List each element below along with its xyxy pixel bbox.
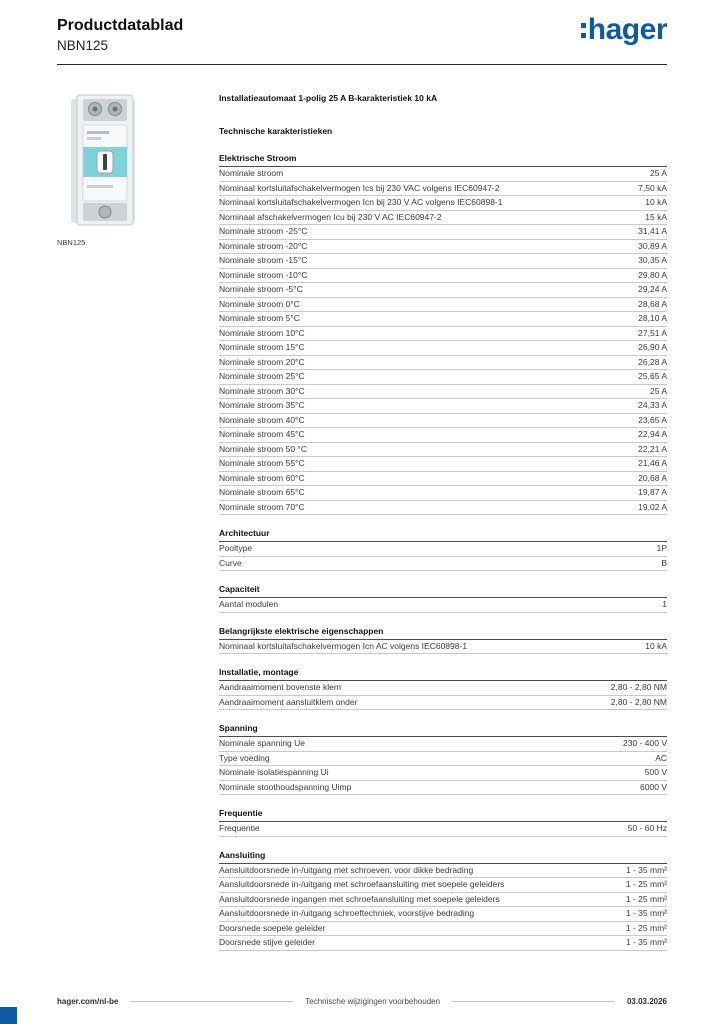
spec-sections xyxy=(219,153,667,951)
spec-row xyxy=(219,598,667,613)
spec-label: Doorsnede stijve geleider xyxy=(219,937,315,948)
spec-section xyxy=(219,626,667,655)
product-image-caption: NBN125 xyxy=(57,238,86,248)
spec-label: Nominale stroom 25°C xyxy=(219,371,305,382)
spec-label: Nominale isolatiespanning Ui xyxy=(219,767,329,778)
spec-label: Aansluitdoorsnede in-/uitgang schroeftechniek, voorstijve bedrading xyxy=(219,908,475,919)
spec-row xyxy=(219,196,667,211)
spec-value: 22,21 A xyxy=(638,443,667,454)
header xyxy=(57,13,667,54)
spec-value: 1 - 25 mm² xyxy=(625,922,667,933)
spec-row xyxy=(219,399,667,414)
spec-row xyxy=(219,681,667,696)
spec-label: Nominaal kortsluitafschakelvermogen Icn AC volgens IEC60898-1 xyxy=(219,640,468,651)
spec-value: 20,68 A xyxy=(638,472,667,483)
spec-row xyxy=(219,428,667,443)
spec-section xyxy=(219,850,667,951)
product-heading: Installatieautomaat 1-polig 25 A B-karakteristiek 10 kA xyxy=(219,93,438,104)
spec-value: 1 xyxy=(662,599,667,610)
spec-label: Nominale stroom 30°C xyxy=(219,385,305,396)
header-title-block xyxy=(57,17,183,53)
spec-row xyxy=(219,370,667,385)
spec-row xyxy=(219,822,667,837)
spec-value: 2,80 - 2,80 NM xyxy=(610,696,667,707)
spec-label: Aansluitdoorsnede in-/uitgang met schroeven, voor dikke bedrading xyxy=(219,864,474,875)
spec-label: Nominale stroom 50 °C xyxy=(219,443,307,454)
section-title: Installatie, montage xyxy=(219,667,667,681)
spec-label: Aantal modulen xyxy=(219,599,279,610)
spec-row xyxy=(219,167,667,182)
spec-label: Nominale stroom 5°C xyxy=(219,313,300,324)
spec-label: Pooltype xyxy=(219,543,253,554)
section-title: Belangrijkste elektrische eigenschappen xyxy=(219,626,667,640)
spec-label: Nominaal kortsluitafschakelvermogen Ics bij 230 VAC volgens IEC60947-2 xyxy=(219,182,500,193)
spec-row xyxy=(219,327,667,342)
hager-logo-colon-icon xyxy=(581,23,586,38)
spec-value: 7,50 kA xyxy=(638,182,667,193)
spec-value: 25 A xyxy=(649,168,667,179)
spec-row xyxy=(219,907,667,922)
spec-row xyxy=(219,225,667,240)
spec-value: 25,65 A xyxy=(638,371,667,382)
spec-value: 25 A xyxy=(649,385,667,396)
spec-row xyxy=(219,211,667,226)
content-area xyxy=(57,93,667,951)
spec-label: Nominale stroom xyxy=(219,168,284,179)
spec-label: Nominale stroom 20°C xyxy=(219,356,305,367)
spec-row xyxy=(219,696,667,711)
spec-row xyxy=(219,557,667,572)
spec-row xyxy=(219,936,667,951)
spec-label: Curve xyxy=(219,557,242,568)
spec-value: 2,80 - 2,80 NM xyxy=(610,682,667,693)
spec-label: Aandraaimoment bovenste klem xyxy=(219,682,341,693)
spec-label: Aansluitdoorsnede in-/uitgang met schroefaansluiting met soepele geleiders xyxy=(219,879,505,890)
spec-section xyxy=(219,667,667,710)
spec-value: 24,33 A xyxy=(638,400,667,411)
spec-label: Nominale stroom -5°C xyxy=(219,284,303,295)
spec-value: 10 kA xyxy=(645,197,667,208)
circuit-breaker-illustration xyxy=(57,93,149,229)
header-divider xyxy=(57,64,667,65)
spec-label: Nominale stoothoudspanning Uimp xyxy=(219,781,352,792)
spec-row xyxy=(219,878,667,893)
page-title: Productdatablad xyxy=(57,17,184,34)
spec-row xyxy=(219,781,667,796)
spec-value: 29,24 A xyxy=(638,284,667,295)
spec-value: 27,51 A xyxy=(638,327,667,338)
spec-value: 15 kA xyxy=(645,211,667,222)
spec-row xyxy=(219,922,667,937)
section-title: Elektrische Stroom xyxy=(219,153,667,167)
footer-divider-line xyxy=(130,1001,293,1002)
spec-value: 31,41 A xyxy=(638,226,667,237)
spec-row xyxy=(219,443,667,458)
hager-logo-text: hager xyxy=(587,13,667,46)
spec-label: Nominale stroom 10°C xyxy=(219,327,305,338)
spec-label: Nominale stroom 70°C xyxy=(219,501,305,512)
spec-value: 30,35 A xyxy=(638,255,667,266)
spec-section xyxy=(219,808,667,837)
spec-row xyxy=(219,283,667,298)
spec-value: 1P xyxy=(656,543,667,554)
spec-label: Nominale stroom 0°C xyxy=(219,298,300,309)
spec-label: Nominale stroom 15°C xyxy=(219,342,305,353)
footer-date: 03.03.2026 xyxy=(626,997,668,1006)
footer xyxy=(57,997,667,1006)
spec-value: 6000 V xyxy=(640,781,667,792)
spec-label: Nominale stroom 40°C xyxy=(219,414,305,425)
spec-label: Nominale spanning Ue xyxy=(219,738,305,749)
spec-value: 30,89 A xyxy=(638,240,667,251)
hager-logo xyxy=(581,13,667,46)
spec-value: 26,28 A xyxy=(638,356,667,367)
spec-row xyxy=(219,312,667,327)
spec-row xyxy=(219,414,667,429)
footer-disclaimer: Technische wijzigingen voorbehouden xyxy=(305,997,441,1006)
spec-value: 19,02 A xyxy=(638,501,667,512)
spec-value: 230 - 400 V xyxy=(623,738,667,749)
spec-section xyxy=(219,528,667,571)
spec-row xyxy=(219,752,667,767)
spec-row xyxy=(219,385,667,400)
spec-value: 500 V xyxy=(644,767,667,778)
spec-row xyxy=(219,298,667,313)
section-title: Aansluiting xyxy=(219,850,667,864)
spec-row xyxy=(219,240,667,255)
spec-row xyxy=(219,356,667,371)
spec-row xyxy=(219,501,667,516)
spec-value: 28,10 A xyxy=(638,313,667,324)
footer-url[interactable]: hager.com/nl-be xyxy=(57,997,119,1006)
spec-value: 10 kA xyxy=(645,640,667,651)
spec-row xyxy=(219,893,667,908)
spec-label: Aandraaimoment aansluitklem onder xyxy=(219,696,358,707)
spec-label: Nominale stroom 60°C xyxy=(219,472,305,483)
spec-value: 26,90 A xyxy=(638,342,667,353)
spec-label: Nominale stroom 45°C xyxy=(219,429,305,440)
spec-row xyxy=(219,182,667,197)
spec-row xyxy=(219,472,667,487)
spec-section xyxy=(219,584,667,613)
spec-value: 1 - 35 mm² xyxy=(625,937,667,948)
spec-value: 19,87 A xyxy=(638,487,667,498)
brand-corner-mark xyxy=(0,1007,17,1024)
spec-row xyxy=(219,486,667,501)
spec-label: Nominale stroom -25°C xyxy=(219,226,308,237)
product-code: NBN125 xyxy=(57,38,109,54)
spec-label: Nominale stroom 65°C xyxy=(219,487,305,498)
spec-row xyxy=(219,542,667,557)
spec-label: Nominale stroom 35°C xyxy=(219,400,305,411)
spec-section xyxy=(219,153,667,515)
spec-value: 1 - 35 mm² xyxy=(625,864,667,875)
tech-characteristics-heading: Technische karakteristieken xyxy=(219,126,333,137)
section-title: Architectuur xyxy=(219,528,667,542)
spec-value: AC xyxy=(655,752,667,763)
spec-value: 1 - 25 mm² xyxy=(625,893,667,904)
specifications-column xyxy=(219,93,667,951)
section-title: Spanning xyxy=(219,723,667,737)
spec-value: 1 - 35 mm² xyxy=(625,908,667,919)
spec-value: 50 - 60 Hz xyxy=(627,823,667,834)
spec-row xyxy=(219,766,667,781)
spec-label: Nominale stroom -20°C xyxy=(219,240,308,251)
spec-label: Nominale stroom -10°C xyxy=(219,269,308,280)
spec-label: Nominaal afschakelvermogen Icu bij 230 V AC IEC60947-2 xyxy=(219,211,442,222)
spec-label: Nominale stroom -15°C xyxy=(219,255,308,266)
spec-value: 29,80 A xyxy=(638,269,667,280)
spec-label: Nominaal kortsluitafschakelvermogen Icn bij 230 V AC volgens IEC60898-1 xyxy=(219,197,503,208)
product-image xyxy=(57,93,149,229)
spec-section xyxy=(219,723,667,795)
section-title: Frequentie xyxy=(219,808,667,822)
spec-value: 21,46 A xyxy=(638,458,667,469)
product-image-column xyxy=(57,93,219,247)
spec-value: 1 - 25 mm² xyxy=(625,879,667,890)
spec-value: B xyxy=(661,557,667,568)
spec-row xyxy=(219,254,667,269)
spec-label: Type voeding xyxy=(219,752,270,763)
spec-value: 23,65 A xyxy=(638,414,667,425)
section-title: Capaciteit xyxy=(219,584,667,598)
spec-label: Aansluitdoorsnede ingangen met schroefaansluiting met soepele geleiders xyxy=(219,893,500,904)
spec-row xyxy=(219,737,667,752)
footer-divider-line xyxy=(452,1001,615,1002)
spec-label: Frequentie xyxy=(219,823,260,834)
spec-row xyxy=(219,269,667,284)
spec-label: Doorsnede soepele geleider xyxy=(219,922,326,933)
spec-row xyxy=(219,457,667,472)
spec-row xyxy=(219,640,667,655)
spec-label: Nominale stroom 55°C xyxy=(219,458,305,469)
spec-row xyxy=(219,341,667,356)
spec-row xyxy=(219,864,667,879)
spec-value: 28,68 A xyxy=(638,298,667,309)
spec-value: 22,94 A xyxy=(638,429,667,440)
